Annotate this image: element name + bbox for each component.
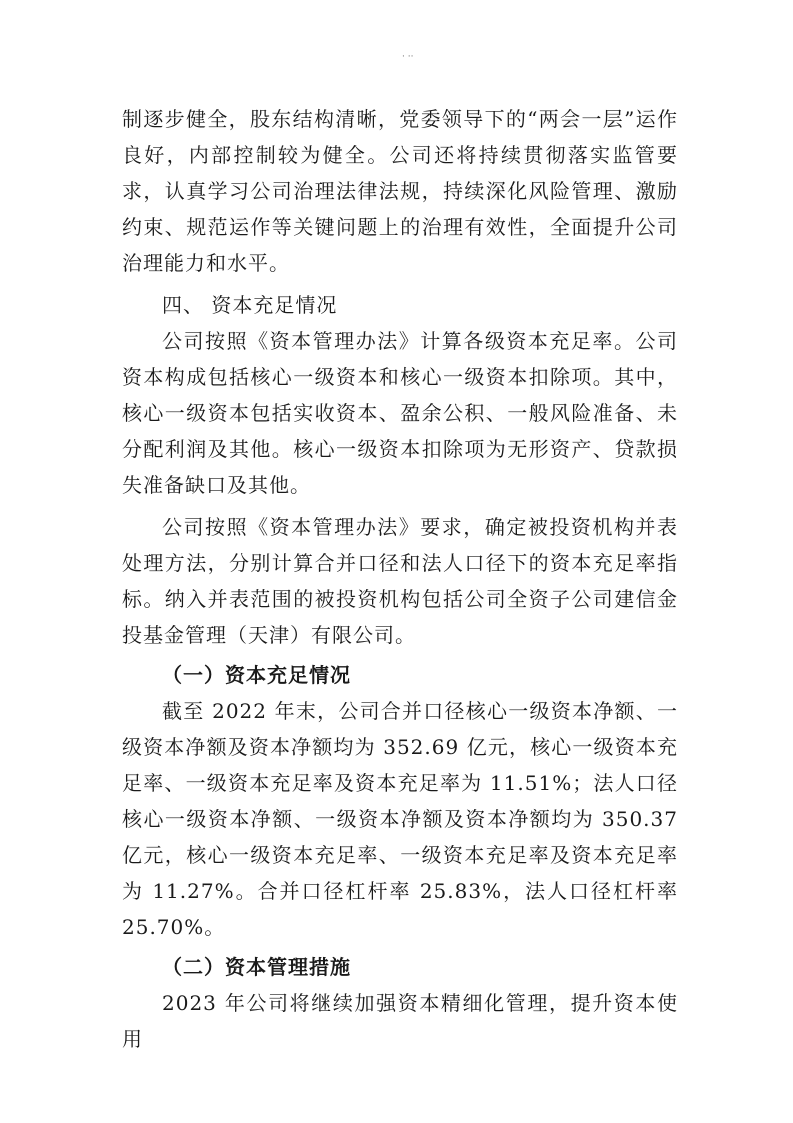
subsection-heading-capital-management: （二）资本管理措施 <box>162 955 351 979</box>
subsection-heading-capital-adequacy: （一）资本充足情况 <box>162 663 351 687</box>
paragraph-capital-management-plan: 2023 年公司将继续加强资本精细化管理，提升资本使用 <box>122 991 678 1051</box>
document-body <box>122 101 678 1057</box>
paragraph-consolidation-method: 公司按照《资本管理办法》要求，确定被投资机构并表处理方法，分别计算合并口径和法人口径下的资本充足率指标。纳入并表范围的被投资机构包括公司全资子公司建信金投基金管理（天津）有限公司。 <box>122 515 678 647</box>
paragraph-capital-composition: 公司按照《资本管理办法》计算各级资本充足率。公司资本构成包括核心一级资本和核心一级资本扣除项。其中，核心一级资本包括实收资本、盈余公积、一般风险准备、未分配利润及其他。核心一级资本扣除项为无形资产、贷款损失准备缺口及其他。 <box>122 329 678 497</box>
paragraph-capital-figures: 截至 2022 年末，公司合并口径核心一级资本净额、一级资本净额及资本净额均为 352.69 亿元，核心一级资本充足率、一级资本充足率及资本充足率为 11.51%；法人口径核心一级资本净额、一级资本净额及资本净额均为 350.37 亿元，核心一级资本充足率、一级资本充足率及资本充足率为 11.27%。合并口径杠杆率 25.83%，法人口径杠杆率 25.70%。 <box>122 699 678 939</box>
section-heading-capital-adequacy: 四、 资本充足情况 <box>162 293 338 317</box>
page-header-mark: · ·· <box>402 52 414 62</box>
paragraph-governance-continued: 制逐步健全，股东结构清晰，党委领导下的“两会一层”运作良好，内部控制较为健全。公司还将持续贯彻落实监管要求，认真学习公司治理法律法规，持续深化风险管理、激励约束、规范运作等关键问题上的治理有效性，全面提升公司治理能力和水平。 <box>122 107 678 275</box>
